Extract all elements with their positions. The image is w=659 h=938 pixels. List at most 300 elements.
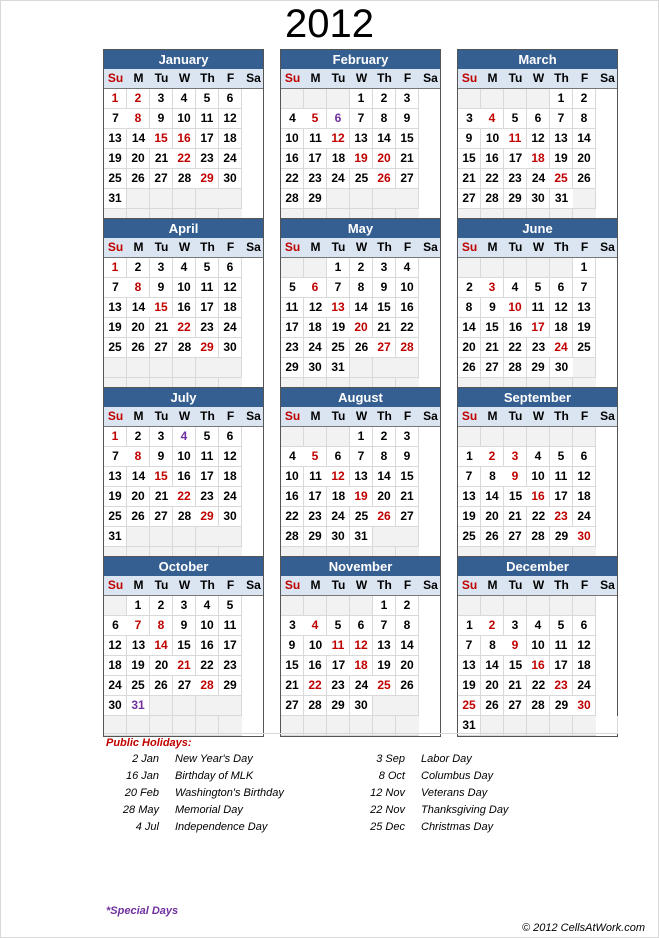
day-cell: 26: [127, 169, 150, 189]
day-cell: 8: [127, 278, 150, 298]
day-cell: 31: [550, 189, 573, 209]
day-cell: 30: [550, 358, 573, 378]
day-cell: 2: [481, 447, 504, 467]
day-cell: 27: [481, 358, 504, 378]
weekday-label: M: [133, 578, 144, 592]
day-cell: 27: [173, 676, 196, 696]
weekday-label: W: [178, 240, 191, 254]
day-grid: [458, 427, 617, 567]
empty-day-cell: [573, 189, 596, 209]
weekday-label: Tu: [154, 578, 169, 592]
weekday-label: Sa: [423, 240, 438, 254]
day-cell: 3: [373, 258, 396, 278]
weekday-header: [104, 576, 263, 596]
day-cell: 1: [104, 89, 127, 109]
holiday-row: [345, 819, 493, 836]
day-cell: 17: [504, 149, 527, 169]
day-cell: 28: [527, 527, 550, 547]
weekday-label: F: [226, 409, 235, 423]
day-cell: 23: [527, 338, 550, 358]
day-cell: 5: [304, 447, 327, 467]
day-cell: 25: [458, 527, 481, 547]
day-cell: 7: [104, 447, 127, 467]
day-cell: 11: [550, 636, 573, 656]
weekday-label: Sa: [246, 409, 261, 423]
day-cell: 24: [104, 676, 127, 696]
holiday-name: Thanksgiving Day: [421, 804, 509, 816]
day-cell: 5: [304, 109, 327, 129]
holiday-name: Christmas Day: [421, 821, 494, 833]
day-cell: 15: [150, 298, 173, 318]
day-cell: 28: [396, 338, 419, 358]
day-cell: 18: [327, 487, 350, 507]
weekday-label: Th: [200, 409, 215, 423]
day-cell: 19: [550, 149, 573, 169]
weekday-label: M: [310, 578, 321, 592]
weekday-label: Sa: [246, 71, 261, 85]
day-cell: 29: [304, 527, 327, 547]
day-cell: 27: [504, 527, 527, 547]
weekday-label: Th: [377, 240, 392, 254]
day-cell: 3: [150, 427, 173, 447]
day-cell: 10: [173, 109, 196, 129]
day-cell: 14: [373, 129, 396, 149]
day-cell: 11: [304, 129, 327, 149]
empty-day-cell: [458, 427, 481, 447]
day-cell: 13: [573, 298, 596, 318]
day-cell: 7: [104, 109, 127, 129]
day-cell: 16: [304, 656, 327, 676]
day-cell: 21: [504, 676, 527, 696]
day-cell: 23: [550, 507, 573, 527]
day-cell: 25: [373, 676, 396, 696]
day-cell: 3: [281, 616, 304, 636]
empty-day-cell: [327, 89, 350, 109]
weekday-label: Th: [554, 71, 569, 85]
day-cell: 8: [573, 109, 596, 129]
weekday-label: Th: [200, 240, 215, 254]
day-cell: 30: [350, 696, 373, 716]
day-cell: 21: [150, 149, 173, 169]
day-cell: 11: [219, 616, 242, 636]
day-cell: 29: [504, 189, 527, 209]
day-cell: 1: [104, 427, 127, 447]
day-cell: 26: [396, 676, 419, 696]
empty-day-cell: [396, 527, 419, 547]
month-name: June: [458, 219, 617, 238]
weekday-label: Su: [284, 71, 301, 85]
day-cell: 14: [396, 636, 419, 656]
day-cell: 12: [573, 636, 596, 656]
empty-day-cell: [396, 189, 419, 209]
day-cell: 2: [573, 89, 596, 109]
day-cell: 17: [550, 487, 573, 507]
day-cell: 14: [127, 298, 150, 318]
day-cell: 28: [304, 696, 327, 716]
day-cell: 13: [104, 298, 127, 318]
weekday-label: Su: [461, 71, 478, 85]
holiday-date: 20 Feb: [124, 787, 159, 799]
weekday-label: Tu: [154, 240, 169, 254]
holiday-date: 28 May: [122, 804, 159, 816]
day-cell: 9: [458, 129, 481, 149]
day-cell: 26: [373, 169, 396, 189]
day-grid: [104, 596, 263, 736]
day-cell: 29: [219, 676, 242, 696]
empty-day-cell: [196, 358, 219, 378]
day-cell: 25: [458, 696, 481, 716]
day-cell: 3: [481, 278, 504, 298]
weekday-label: M: [487, 578, 498, 592]
day-cell: 30: [219, 338, 242, 358]
weekday-label: M: [487, 71, 498, 85]
empty-day-cell: [527, 427, 550, 447]
day-cell: 16: [527, 656, 550, 676]
day-cell: 5: [219, 596, 242, 616]
weekday-label: Sa: [600, 578, 615, 592]
empty-day-cell: [104, 358, 127, 378]
day-cell: 22: [281, 169, 304, 189]
day-cell: 22: [527, 676, 550, 696]
weekday-header: [458, 69, 617, 89]
weekday-label: M: [310, 71, 321, 85]
day-cell: 19: [373, 656, 396, 676]
day-cell: 23: [196, 149, 219, 169]
day-cell: 3: [504, 616, 527, 636]
empty-day-cell: [219, 527, 242, 547]
day-cell: 17: [527, 318, 550, 338]
weekday-label: M: [310, 409, 321, 423]
day-cell: 7: [350, 109, 373, 129]
day-cell: 1: [458, 616, 481, 636]
day-cell: 13: [104, 129, 127, 149]
day-cell: 9: [281, 636, 304, 656]
month-november: [280, 556, 441, 737]
day-cell: 28: [281, 527, 304, 547]
day-cell: 7: [104, 278, 127, 298]
day-cell: 20: [127, 149, 150, 169]
day-cell: 8: [127, 447, 150, 467]
empty-day-cell: [173, 696, 196, 716]
notes-divider: [104, 733, 618, 734]
weekday-label: W: [532, 409, 545, 423]
day-cell: 20: [127, 487, 150, 507]
empty-day-cell: [396, 696, 419, 716]
empty-day-cell: [573, 596, 596, 616]
day-cell: 18: [550, 318, 573, 338]
day-cell: 17: [196, 298, 219, 318]
day-cell: 12: [350, 636, 373, 656]
day-cell: 9: [504, 467, 527, 487]
holiday-date: 8 Oct: [378, 770, 405, 782]
day-cell: 27: [373, 338, 396, 358]
day-cell: 6: [327, 109, 350, 129]
day-cell: 17: [196, 129, 219, 149]
weekday-label: Su: [284, 409, 301, 423]
day-cell: 22: [527, 507, 550, 527]
empty-day-cell: [196, 189, 219, 209]
day-cell: 28: [281, 189, 304, 209]
empty-day-cell: [173, 358, 196, 378]
day-cell: 29: [527, 358, 550, 378]
day-cell: 10: [281, 129, 304, 149]
day-cell: 28: [196, 676, 219, 696]
empty-day-cell: [481, 596, 504, 616]
day-cell: 15: [373, 298, 396, 318]
day-cell: 4: [304, 616, 327, 636]
weekday-label: Th: [200, 71, 215, 85]
day-cell: 3: [150, 258, 173, 278]
day-cell: 18: [350, 656, 373, 676]
day-cell: 31: [350, 527, 373, 547]
day-grid: [281, 89, 440, 229]
empty-day-cell: [281, 427, 304, 447]
month-september: [457, 387, 618, 568]
empty-day-cell: [196, 527, 219, 547]
month-name: September: [458, 388, 617, 407]
day-cell: 30: [327, 527, 350, 547]
day-cell: 18: [527, 149, 550, 169]
day-cell: 7: [350, 447, 373, 467]
day-cell: 28: [173, 507, 196, 527]
holiday-row: [99, 785, 284, 802]
empty-day-cell: [304, 596, 327, 616]
day-cell: 12: [573, 467, 596, 487]
day-cell: 25: [104, 507, 127, 527]
day-cell: 16: [173, 129, 196, 149]
month-name: March: [458, 50, 617, 69]
empty-day-cell: [196, 696, 219, 716]
day-cell: 30: [527, 189, 550, 209]
empty-day-cell: [481, 258, 504, 278]
day-cell: 1: [458, 447, 481, 467]
weekday-header: [458, 407, 617, 427]
weekday-label: W: [532, 240, 545, 254]
empty-day-cell: [504, 89, 527, 109]
holiday-name: Memorial Day: [175, 804, 243, 816]
day-cell: 21: [458, 169, 481, 189]
day-grid: [458, 596, 617, 736]
day-cell: 21: [173, 656, 196, 676]
empty-day-cell: [373, 527, 396, 547]
day-cell: 28: [527, 696, 550, 716]
empty-day-cell: [550, 596, 573, 616]
day-cell: 23: [504, 169, 527, 189]
weekday-label: M: [487, 409, 498, 423]
day-cell: 4: [527, 447, 550, 467]
day-cell: 22: [504, 338, 527, 358]
day-cell: 25: [104, 169, 127, 189]
day-cell: 5: [281, 278, 304, 298]
day-cell: 16: [196, 636, 219, 656]
holiday-name: Veterans Day: [421, 787, 488, 799]
day-cell: 25: [127, 676, 150, 696]
weekday-label: Th: [200, 578, 215, 592]
day-cell: 28: [481, 189, 504, 209]
holiday-date: 22 Nov: [370, 804, 405, 816]
day-cell: 8: [373, 447, 396, 467]
day-cell: 27: [150, 169, 173, 189]
day-cell: 26: [150, 676, 173, 696]
weekday-label: Su: [107, 71, 124, 85]
day-cell: 10: [527, 467, 550, 487]
day-cell: 5: [196, 258, 219, 278]
day-cell: 11: [550, 467, 573, 487]
day-cell: 16: [527, 487, 550, 507]
day-cell: 3: [458, 109, 481, 129]
day-cell: 11: [281, 298, 304, 318]
empty-day-cell: [281, 258, 304, 278]
day-cell: 27: [281, 696, 304, 716]
weekday-label: F: [403, 409, 412, 423]
weekday-label: M: [133, 409, 144, 423]
day-cell: 19: [458, 676, 481, 696]
day-cell: 2: [373, 89, 396, 109]
day-cell: 18: [573, 656, 596, 676]
day-cell: 26: [481, 527, 504, 547]
day-cell: 25: [104, 338, 127, 358]
day-cell: 6: [304, 278, 327, 298]
day-cell: 7: [458, 636, 481, 656]
day-cell: 17: [281, 318, 304, 338]
month-may: [280, 218, 441, 399]
day-cell: 2: [127, 258, 150, 278]
day-cell: 17: [304, 487, 327, 507]
holiday-row: [345, 785, 487, 802]
day-cell: 24: [304, 338, 327, 358]
weekday-label: M: [487, 240, 498, 254]
holiday-date: 25 Dec: [370, 821, 405, 833]
day-cell: 30: [104, 696, 127, 716]
day-cell: 26: [127, 507, 150, 527]
weekday-label: F: [403, 578, 412, 592]
day-cell: 5: [327, 616, 350, 636]
weekday-label: Sa: [600, 71, 615, 85]
day-cell: 12: [219, 109, 242, 129]
day-grid: [281, 596, 440, 736]
weekday-label: Th: [377, 71, 392, 85]
day-cell: 12: [550, 298, 573, 318]
month-name: February: [281, 50, 440, 69]
day-cell: 4: [281, 447, 304, 467]
day-cell: 18: [327, 149, 350, 169]
day-cell: 31: [104, 189, 127, 209]
day-cell: 19: [104, 487, 127, 507]
day-cell: 16: [281, 149, 304, 169]
day-cell: 17: [550, 656, 573, 676]
day-cell: 8: [127, 109, 150, 129]
weekday-label: W: [355, 71, 368, 85]
weekday-label: W: [355, 578, 368, 592]
weekday-label: Th: [377, 578, 392, 592]
holiday-name: New Year's Day: [175, 753, 253, 765]
day-cell: 26: [573, 169, 596, 189]
month-march: [457, 49, 618, 230]
day-cell: 1: [373, 596, 396, 616]
day-cell: 20: [373, 149, 396, 169]
holiday-name: Independence Day: [175, 821, 268, 833]
day-cell: 17: [219, 636, 242, 656]
day-cell: 15: [396, 129, 419, 149]
day-cell: 24: [327, 169, 350, 189]
day-cell: 23: [304, 169, 327, 189]
day-grid: [104, 427, 263, 567]
day-cell: 6: [104, 616, 127, 636]
day-grid: [104, 89, 263, 229]
day-cell: 8: [396, 616, 419, 636]
day-cell: 24: [219, 318, 242, 338]
empty-day-cell: [458, 596, 481, 616]
day-cell: 19: [104, 149, 127, 169]
empty-day-cell: [219, 358, 242, 378]
day-grid: [104, 258, 263, 398]
empty-day-cell: [304, 427, 327, 447]
day-cell: 9: [396, 109, 419, 129]
day-cell: 23: [550, 676, 573, 696]
empty-day-cell: [527, 258, 550, 278]
day-cell: 11: [504, 129, 527, 149]
day-cell: 20: [150, 656, 173, 676]
empty-day-cell: [150, 696, 173, 716]
weekday-label: M: [310, 240, 321, 254]
empty-day-cell: [304, 258, 327, 278]
weekday-label: W: [178, 578, 191, 592]
day-cell: 6: [219, 427, 242, 447]
weekday-label: Sa: [423, 578, 438, 592]
day-cell: 22: [304, 676, 327, 696]
weekday-label: Tu: [508, 578, 523, 592]
weekday-label: Th: [554, 578, 569, 592]
empty-day-cell: [219, 189, 242, 209]
month-october: [103, 556, 264, 737]
day-cell: 4: [481, 109, 504, 129]
empty-day-cell: [550, 258, 573, 278]
day-cell: 21: [396, 487, 419, 507]
weekday-header: [104, 69, 263, 89]
weekday-label: Su: [461, 409, 478, 423]
day-cell: 2: [458, 278, 481, 298]
day-cell: 27: [150, 507, 173, 527]
day-cell: 18: [219, 298, 242, 318]
day-grid: [458, 258, 617, 398]
day-cell: 13: [350, 467, 373, 487]
month-january: [103, 49, 264, 230]
day-cell: 10: [196, 616, 219, 636]
day-cell: 12: [327, 129, 350, 149]
weekday-header: [104, 407, 263, 427]
day-cell: 8: [350, 278, 373, 298]
empty-day-cell: [373, 189, 396, 209]
day-cell: 10: [281, 467, 304, 487]
day-cell: 23: [196, 487, 219, 507]
holiday-date: 3 Sep: [376, 753, 405, 765]
day-cell: 20: [396, 656, 419, 676]
weekday-label: Tu: [331, 578, 346, 592]
month-name: August: [281, 388, 440, 407]
day-cell: 21: [504, 507, 527, 527]
day-cell: 9: [396, 447, 419, 467]
day-cell: 15: [281, 656, 304, 676]
day-cell: 16: [173, 298, 196, 318]
empty-day-cell: [327, 189, 350, 209]
day-cell: 7: [327, 278, 350, 298]
weekday-header: [281, 407, 440, 427]
day-cell: 20: [481, 676, 504, 696]
day-cell: 6: [219, 89, 242, 109]
day-cell: 4: [396, 258, 419, 278]
day-cell: 23: [327, 676, 350, 696]
day-cell: 31: [104, 527, 127, 547]
